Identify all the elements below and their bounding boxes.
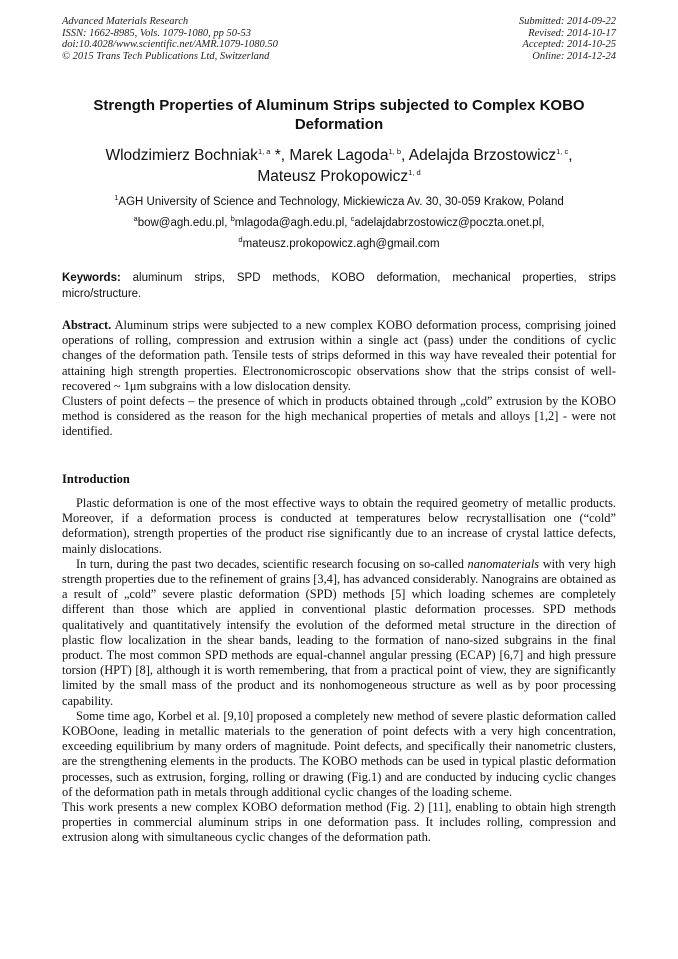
abstract-paragraph xyxy=(62,318,616,394)
journal-doi: doi:10.4028/www.scientific.net/AMR.1079-1080.50 xyxy=(62,39,278,50)
author-affil-mark: 1, d xyxy=(408,167,421,177)
email-mark: d xyxy=(238,235,243,245)
body-paragraph: This work presents a new complex KOBO deformation method (Fig. 2) [11], enabling to obtain high strength properties in commercial aluminum strips in one deformation pass. It includes rolling, compression and extrusion along with simultaneous cyclic changes of the deformation path. xyxy=(62,800,616,845)
corresponding-mark: *, xyxy=(270,147,286,164)
author-affil-mark: 1, b xyxy=(388,146,402,156)
section-heading: Introduction xyxy=(62,472,130,486)
keywords-label: Keywords: xyxy=(62,272,121,284)
abstract-paragraph: Clusters of point defects – the presence of which in products obtained through „cold” extrusion by the KOBO method is considered as the reason for the high mechanical properties of metals and alloys [1,2] - were not identified. xyxy=(62,394,616,439)
email-link[interactable]: mateusz.prokopowicz.agh@gmail.com xyxy=(242,238,440,250)
author-affil-mark: 1, a xyxy=(257,146,271,156)
journal-name: Advanced Materials Research xyxy=(62,16,189,27)
date-submitted: Submitted: 2014-09-22 xyxy=(518,16,616,27)
author-name: Marek Lagoda xyxy=(289,147,389,164)
affiliation-block xyxy=(62,192,616,255)
journal-issn: ISSN: 1662-8985, Vols. 1079-1080, pp 50-53 xyxy=(62,27,251,39)
author-name: Wlodzimierz Bochniak xyxy=(105,147,258,164)
date-online: Online: 2014-12-24 xyxy=(532,50,616,62)
email-mark: b xyxy=(230,214,235,224)
affiliation-text: AGH University of Science and Technology, Mickiewicza Av. 30, 30-059 Krakow, Poland xyxy=(118,196,564,208)
date-accepted: Accepted: 2014-10-25 xyxy=(522,39,616,50)
journal-header-left xyxy=(62,16,278,62)
emphasis-text: nanomaterials xyxy=(467,556,540,571)
body-text: with very high strength properties due to the refinement of grains [3,4], has advanced considerably. Nanograins are obtained as a result of „cold” severe plastic deformation (SPD) methods [5] which loading schemes are completely different than those which are applied in conventional plastic deformation processes. SPD methods qualitatively and quantitatively intensify the evolution of the deformed metal structure in the direction of plastic flow localization in the shear bands, leading to the formation of nano-sized subgrains in the final product. The most common SPD methods are equal-channel angular pressing (ECAP) [6,7] and high pressure torsion (HPT) [8], although it is worth remembering, that from a practical point of view, they are significantly limited by the small mass of the product and its nonhomogeneous structure as well as by poor processing capability. xyxy=(62,556,616,708)
keywords-paragraph xyxy=(62,270,616,302)
date-revised: Revised: 2014-10-17 xyxy=(528,27,616,39)
abstract-section xyxy=(62,318,616,440)
introduction-section xyxy=(62,496,616,846)
author-name: Adelajda Brzostowicz xyxy=(408,147,557,164)
author-list: Wlodzimierz Bochniak$^{1, a}$ *, Marek Lagoda$^{1, b}$, Adelajda Brzostowicz$^{1, c}$, Mateusz Prokopowicz$^{1, d}$ xyxy=(105,146,573,185)
email-mark: c xyxy=(350,214,355,224)
keywords-text: aluminum strips, SPD methods, KOBO deformation, mechanical properties, strips micro/structure. xyxy=(62,272,616,300)
body-paragraph: Plastic deformation is one of the most effective ways to obtain the required geometry of metallic products. Moreover, if a deformation process is conducted at temperatures below recrystallisation one (“cold” deformation), strength properties of the product rise significantly due to an increase of crystal lattice defects, mainly dislocations. xyxy=(62,496,616,556)
affil-mark: 1 xyxy=(114,193,119,203)
email-link[interactable]: adelajdabrzostowicz@poczta.onet.pl, xyxy=(354,217,545,229)
body-text: In turn, during the past two decades, scientific research focusing on so-called xyxy=(76,556,468,571)
email-mark: a xyxy=(133,214,138,224)
abstract-label: Abstract. xyxy=(62,318,112,332)
email-link[interactable]: bow@agh.edu.pl, xyxy=(137,217,228,229)
author-affil-mark: 1, c xyxy=(556,146,569,156)
email-line xyxy=(62,234,616,255)
body-paragraph xyxy=(62,557,616,709)
affiliation-line xyxy=(62,192,616,213)
body-paragraph: Some time ago, Korbel et al. [9,10] proposed a completely new method of severe plastic deformation called KOBOone, leading in metallic materials to the generation of point defects with a very high concentration, exceeding equilibrium by many orders of magnitude. Point defects, and specifically their nanometric clusters, are the strengthening elements in the products. The KOBO methods can be used in typical plastic deformation processes, such as extrusion, forging, rolling or drawing (Fig.1) and are conducted by inducing cyclic changes of the deformation path in metals through additional cyclic changes of the loading scheme. xyxy=(62,708,616,799)
journal-header-right xyxy=(519,16,616,62)
journal-copyright: © 2015 Trans Tech Publications Ltd, Switzerland xyxy=(62,50,270,62)
email-link[interactable]: mlagoda@agh.edu.pl, xyxy=(234,217,348,229)
email-line xyxy=(62,213,616,234)
abstract-text: Aluminum strips were subjected to a new complex KOBO deformation process, comprising joined operations of rolling, compression and extrusion within a single act (pass) under the conditions of cyclic changes of the deformation path. Tensile tests of strips deformed in this way have revealed their potential for attaining high strength properties. Electronomicroscopic observations show that the strips consist of well-recovered ~ 1μm subgrains with a low dislocation density. xyxy=(62,318,616,393)
paper-title: Strength Properties of Aluminum Strips subjected to Complex KOBO Deformation xyxy=(93,97,585,133)
author-name: Mateusz Prokopowicz xyxy=(257,168,409,185)
